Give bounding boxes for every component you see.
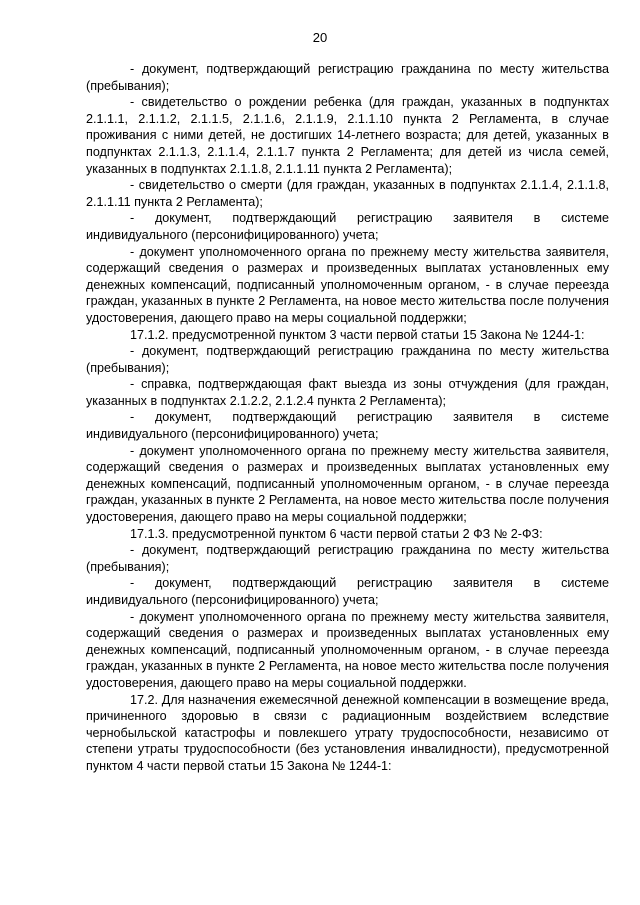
paragraph-10: - документ уполномоченного органа по прежнему месту жительства заявителя, содержащий сведения о размерах и произведенных выплатах установленных ему денежных компенсаций, подписанный уполномоченным органом, - в случае переезда граждан, указанных в пункте 2 Регламента, на новое место жительства после получения удостоверения, дающего право на меры социальной поддержки; bbox=[86, 443, 609, 525]
paragraph-2: - свидетельство о рождении ребенка (для граждан, указанных в подпунктах 2.1.1.1, 2.1.1.2, 2.1.1.5, 2.1.1.6, 2.1.1.9, 2.1.1.10 пункта 2 Регламента, в случае проживания с ними детей, не достигших 14-летнего возраста; для детей, указанных в подпунктах 2.1.1.3, 2.1.1.4, 2.1.1.7 пункта 2 Регламента; для детей из числа семей, указанных в подпунктах 2.1.1.8, 2.1.1.11 пункта 2 Регламента); bbox=[86, 95, 609, 176]
paragraph-4: - документ, подтверждающий регистрацию заявителя в системе индивидуального (персонифицированного) учета; bbox=[86, 211, 609, 242]
paragraph-3: - свидетельство о смерти (для граждан, указанных в подпунктах 2.1.1.4, 2.1.1.8, 2.1.1.11 пункта 2 Регламента); bbox=[86, 178, 609, 209]
paragraph-8: - справка, подтверждающая факт выезда из зоны отчуждения (для граждан, указанных в подпунктах 2.1.2.2, 2.1.2.4 пункта 2 Регламента); bbox=[86, 377, 609, 408]
page-number: 20 bbox=[312, 30, 328, 45]
paragraph-11: 17.1.3. предусмотренной пунктом 6 части первой статьи 2 ФЗ № 2-ФЗ: bbox=[130, 526, 543, 541]
paragraph-13: - документ, подтверждающий регистрацию заявителя в системе индивидуального (персонифицированного) учета; bbox=[86, 576, 609, 607]
document-body bbox=[86, 61, 609, 775]
paragraph-5: - документ уполномоченного органа по прежнему месту жительства заявителя, содержащий сведения о размерах и произведенных выплатах установленных ему денежных компенсаций, подписанный уполномоченным органом, - в случае переезда граждан, указанных в пункте 2 Регламента, на новое место жительства после получения удостоверения, дающего право на меры социальной поддержки; bbox=[86, 244, 609, 325]
paragraph-14: - документ уполномоченного органа по прежнему месту жительства заявителя, содержащий сведения о размерах и произведенных выплатах установленных ему денежных компенсаций, подписанный уполномоченным органом, - в случае переезда граждан, указанных в пункте 2 Регламента, на новое место жительства после получения удостоверения, дающего право на меры социальной поддержки. bbox=[86, 609, 609, 690]
paragraph-12: - документ, подтверждающий регистрацию гражданина по месту жительства (пребывания); bbox=[86, 543, 609, 574]
paragraph-6: 17.1.2. предусмотренной пунктом 3 части первой статьи 15 Закона № 1244-1: bbox=[130, 327, 585, 342]
paragraph-7: - документ, подтверждающий регистрацию гражданина по месту жительства (пребывания); bbox=[86, 344, 609, 375]
paragraph-15: 17.2. Для назначения ежемесячной денежной компенсации в возмещение вреда, причиненного здоровью в связи с радиационным воздействием вследствие чернобыльской катастрофы и повлекшего утрату трудоспособности, независимо от степени утраты трудоспособности (без установления инвалидности), предусмотренной пунктом 4 части первой статьи 15 Закона № 1244-1: bbox=[86, 692, 609, 773]
paragraph-9: - документ, подтверждающий регистрацию заявителя в системе индивидуального (персонифицированного) учета; bbox=[86, 410, 609, 442]
paragraph-1: - документ, подтверждающий регистрацию гражданина по месту жительства (пребывания); bbox=[86, 62, 609, 93]
